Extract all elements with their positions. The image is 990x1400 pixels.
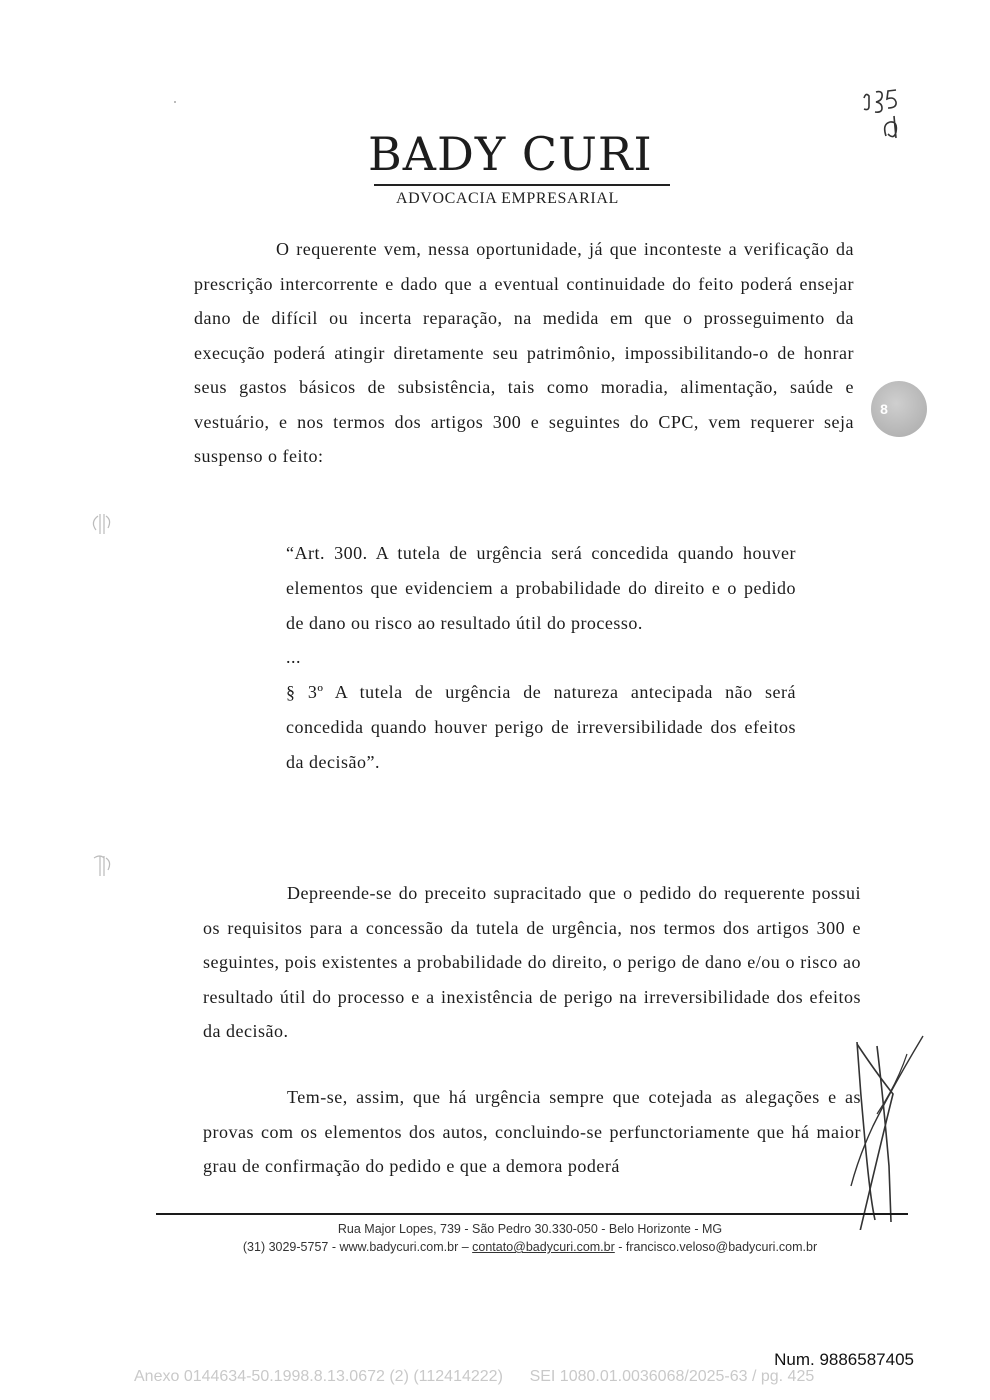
paragraph-request: O requerente vem, nessa oportunidade, já que inconteste a verificação da prescrição intercorrente e dado que a eventual continuidade do feito poderá ensejar dano de difícil ou incerta reparação, na medida em que o prosseguimento da execução poderá atingir diretamente seu patrimônio, impossibilitando-o de honrar seus gastos básicos de subsistência, tais como moradia, alimentação, saúde e vestuário, e nos termos dos artigos 300 e seguintes do CPC, vem requerer seja suspenso o feito: bbox=[194, 239, 854, 466]
letterhead-brand: BADY CURI bbox=[368, 127, 653, 181]
footer-email-link[interactable]: contato@badycuri.com.br bbox=[472, 1240, 615, 1254]
document-number: Num. 9886587405 bbox=[774, 1350, 914, 1369]
quote-article-300: “Art. 300. A tutela de urgência será concedida quando houver elementos que evidenciem a probabilidade do direito e o pedido de dano ou risco ao resultado útil do processo. bbox=[286, 543, 796, 633]
footer-rule bbox=[156, 1213, 908, 1215]
footer-phone-site: (31) 3029-5757 - www.badycuri.com.br – bbox=[242, 1240, 473, 1254]
letterhead-subtitle: ADVOCACIA EMPRESARIAL bbox=[396, 190, 619, 207]
handwritten-page-mark bbox=[858, 86, 918, 142]
footer-email-secondary: - francisco.veloso@badycuri.com.br bbox=[614, 1240, 818, 1254]
annex-watermark: Anexo 0144634-50.1998.8.13.0672 (2) (112414222) SEI 1080.01.0036068/2025-63 / pg. 425 bbox=[134, 1368, 815, 1385]
paragraph-requirements: Depreende-se do preceito supracitado que o pedido do requerente possui os requisitos para a concessão da tutela de urgência, nos termos dos artigos 300 e seguintes, pois existentes a probabilidade do direito, o perigo de dano e/ou o risco ao resultado útil do processo e a inexistência de perigo na irreversibilidade dos efeitos da decisão. bbox=[203, 883, 861, 1041]
letterhead-rule bbox=[374, 184, 670, 186]
footer-contact bbox=[160, 1240, 900, 1254]
binder-hole-mark bbox=[88, 508, 118, 538]
scan-speck bbox=[174, 101, 176, 103]
binder-hole-mark bbox=[88, 850, 118, 880]
paragraph-urgency: Tem-se, assim, que há urgência sempre que cotejada as alegações e as provas com os elementos dos autos, concluindo-se perfunctoriamente que há maior grau de confirmação do pedido e que a demora poderá bbox=[203, 1087, 861, 1176]
handwritten-signature bbox=[835, 1030, 935, 1230]
page-number-badge: 8 bbox=[871, 381, 927, 437]
footer-address: Rua Major Lopes, 739 - São Pedro 30.330-050 - Belo Horizonte - MG bbox=[337, 1222, 723, 1236]
quote-paragraph-3: § 3º A tutela de urgência de natureza antecipada não será concedida quando houver perigo de irreversibilidade dos efeitos da decisão”. bbox=[286, 682, 796, 772]
quote-ellipsis: ... bbox=[286, 647, 301, 668]
legal-quotation bbox=[286, 536, 796, 780]
